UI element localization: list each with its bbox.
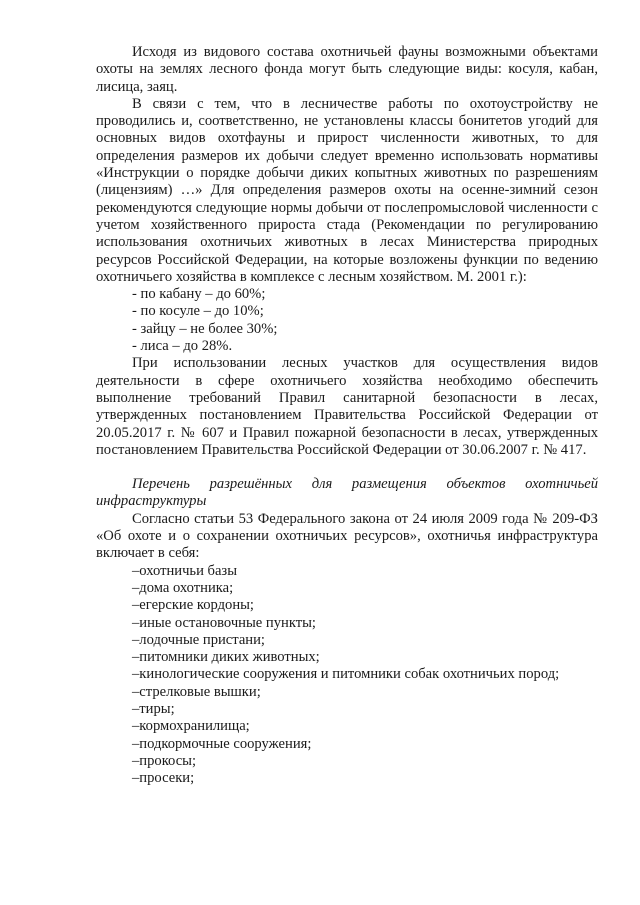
list-item: –подкормочные сооружения; <box>132 735 312 752</box>
list-item: - лиса – до 28%. <box>132 338 233 355</box>
list-item: - зайцу – не более 30%; <box>132 320 278 337</box>
paragraph-fauna: Исходя из видового состава охотничьей фауны возможными объектами охоты на землях лесного фонда могут быть следующие виды: косуля, кабан, лисица, заяц. <box>96 44 598 95</box>
list-item: –стрелковые вышки; <box>132 683 261 700</box>
infrastructure-list <box>96 563 598 788</box>
list-item: –иные остановочные пункты; <box>132 614 316 631</box>
paragraph-norms-intro: В связи с тем, что в лесничестве работы по охотоустройству не проводились и, соответственно, не установлены классы бонитетов угодий для основных видов охотфауны и прирост численности животных, то для определения размеров их добычи следует временно использовать нормативы «Инструкции о порядке добычи диких копытных животных по разрешениям (лицензиям) …» Для определения размеров охоты на осенне-зимний сезон рекомендуются следующие нормы добычи от послепромысловой численности с учетом хозяйственного прироста стада (Рекомендации по регулированию использования охотничьих животных в лесах Министерства природных ресурсов Российской Федерации, на которые возложены функции по ведению охотничьего хозяйства в комплексе с лесным хозяйством. М. 2001 г.): <box>96 95 598 285</box>
section-heading: Перечень разрешённых для размещения объектов охотничьей инфраструктуры <box>96 476 598 510</box>
list-item: –кормохранилища; <box>132 718 250 735</box>
list-item: - по кабану – до 60%; <box>132 286 266 303</box>
list-item: –тиры; <box>132 700 175 717</box>
harvest-norms-list <box>96 286 598 355</box>
list-item: –прокосы; <box>132 752 197 769</box>
paragraph-safety-rules: При использовании лесных участков для осуществления видов деятельности в сфере охотничьего хозяйства необходимо обеспечить выполнение требований Правил санитарной безопасности в лесах, утвержденных постановлением Правительства Российской Федерации от 20.05.2017 г. № 607 и Правил пожарной безопасности в лесах, утвержденных постановлением Правительства Российской Федерации от 30.06.2007 г. № 417. <box>96 355 598 458</box>
list-item: –лодочные пристани; <box>132 631 265 648</box>
list-item: –егерские кордоны; <box>132 597 254 614</box>
list-item: –просеки; <box>132 770 195 787</box>
spacer <box>96 459 598 476</box>
list-item: –дома охотника; <box>132 579 234 596</box>
paragraph-law: Согласно статьи 53 Федерального закона от 24 июля 2009 года № 209-ФЗ «Об охоте и о сохранении охотничьих ресурсов», охотничья инфраструктура включает в себя: <box>96 510 598 562</box>
list-item: –питомники диких животных; <box>132 649 320 666</box>
list-item: - по косуле – до 10%; <box>132 303 264 320</box>
list-item: –охотничьи базы <box>132 562 237 579</box>
list-item: –кинологические сооружения и питомники собак охотничьих пород; <box>132 666 560 683</box>
